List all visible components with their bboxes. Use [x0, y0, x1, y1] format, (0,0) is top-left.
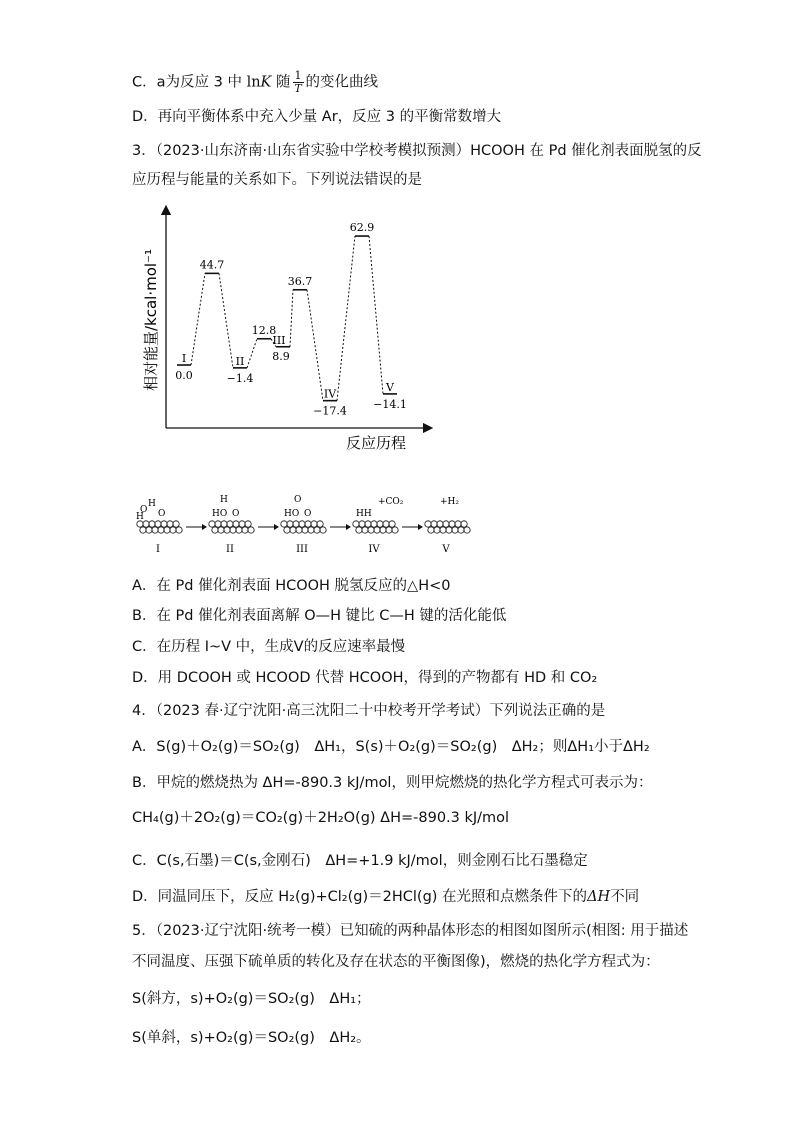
transition-path-4: [290, 290, 293, 347]
surface-atom: [242, 527, 248, 533]
surface-atom: [305, 521, 311, 527]
product-co2: +CO₂: [378, 497, 404, 507]
q3-option-c: C．在历程 I~V 中，生成Ⅴ的反应速率最慢: [132, 639, 406, 655]
state-label-I: I: [181, 352, 187, 365]
stage-label-III: III: [296, 544, 308, 555]
q2-option-c: C．a为反应 3 中 lnK 随 $\frac{1}{T}$ 的变化曲线: [132, 69, 378, 95]
surface-atom: [146, 527, 152, 533]
surface-atom: [287, 521, 293, 527]
q4-option-d: D．同温同压下，反应 H₂(g)+Cl₂(g)＝2HCl(g) 在光照和点燃条件下的ΔH不同: [132, 889, 640, 905]
surface-atom: [215, 521, 221, 527]
q5-stem-line1: 5．（2023·辽宁沈阳·统考一模）已知硫的两种晶体形态的相图如图所示(相图: 用于描述: [132, 923, 689, 939]
q3-option-a: A．在 Pd 催化剂表面 HCOOH 脱氢反应的△H<0: [132, 578, 451, 594]
surface-atom: [290, 527, 296, 533]
atom-o: O: [294, 495, 302, 505]
stage-arrow-head: [346, 524, 351, 530]
state-label-II: II: [235, 354, 245, 368]
atom-o: O: [232, 509, 240, 519]
energy-value-7: 62.9: [349, 221, 375, 235]
atom-h: H: [148, 499, 156, 509]
surface-atom: [170, 527, 176, 533]
surface-atom: [377, 521, 383, 527]
surface-atom: [233, 521, 239, 527]
surface-atom: [314, 527, 320, 533]
energy-value-8: −14.1: [373, 397, 407, 411]
q3-stem-line1-text: 3．（2023·山东济南·山东省实验中学校考模拟预测）HCOOH 在 Pd 催化剂表面脱氢的反: [132, 143, 702, 159]
energy-value-5: 36.7: [287, 274, 313, 288]
q2-option-d: D．再向平衡体系中充入少量 Ar，反应 3 的平衡常数增大: [132, 109, 502, 125]
energy-value-4: 8.9: [272, 349, 290, 363]
surface-atom: [386, 527, 392, 533]
state-label-IV: IV: [323, 387, 337, 401]
surface-atom: [209, 521, 215, 527]
atom-ho: HO: [212, 509, 228, 519]
surface-atom: [392, 527, 398, 533]
surface-atom: [212, 527, 218, 533]
surface-atom: [227, 521, 233, 527]
surface-atom: [299, 521, 305, 527]
mechanism-diagram: [128, 490, 478, 560]
surface-atom: [455, 521, 461, 527]
q4-stem: 4．（2023 春·辽宁沈阳·高三沈阳二十中校考开学考试）下列说法正确的是: [132, 703, 606, 719]
surface-atom: [167, 521, 173, 527]
transition-path-2: [247, 339, 257, 368]
transition-path-6: [337, 236, 355, 401]
q3-option-d: D．用 DCOOH 或 HCOOD 代替 HCOOH，得到的产物都有 HD 和 CO₂: [132, 670, 598, 686]
surface-atom: [359, 521, 365, 527]
surface-atom: [245, 521, 251, 527]
atom-o: O: [140, 505, 148, 515]
product-h2: +H₂: [440, 497, 459, 507]
state-label-V: V: [386, 380, 394, 394]
surface-atom: [164, 527, 170, 533]
stage-label-II: II: [226, 544, 234, 555]
surface-atom: [458, 527, 464, 533]
energy-value-2: −1.4: [226, 371, 254, 385]
atom-ho: HO: [284, 509, 300, 519]
energy-value-0: 0.0: [175, 369, 193, 382]
surface-atom: [293, 521, 299, 527]
surface-atom: [239, 521, 245, 527]
surface-atom: [176, 527, 182, 533]
surface-atom: [140, 527, 146, 533]
surface-atom: [248, 527, 254, 533]
atom-h: H: [220, 495, 228, 505]
surface-atom: [437, 521, 443, 527]
surface-atom: [218, 527, 224, 533]
surface-atom: [149, 521, 155, 527]
surface-atom: [311, 521, 317, 527]
surface-atom: [446, 527, 452, 533]
surface-atom: [152, 527, 158, 533]
energy-profile-chart: [140, 200, 440, 460]
stage-arrow-head: [418, 524, 423, 530]
transition-path-1: [219, 273, 233, 368]
surface-atom: [428, 527, 434, 533]
surface-atom: [383, 521, 389, 527]
surface-atom: [443, 521, 449, 527]
stage-arrow-head: [274, 524, 279, 530]
atom-o: O: [158, 509, 166, 519]
surface-atom: [431, 521, 437, 527]
surface-atom: [236, 527, 242, 533]
surface-atom: [362, 527, 368, 533]
q5-equation-1: S(斜方，s)+O₂(g)＝SO₂(g) ΔH₁；: [132, 991, 371, 1007]
surface-atom: [356, 527, 362, 533]
atom-o: O: [304, 509, 312, 519]
surface-atom: [308, 527, 314, 533]
energy-value-3: 12.8: [251, 323, 277, 337]
surface-atom: [317, 521, 323, 527]
q4-option-c: C．C(s,石墨)＝C(s,金刚石) ΔH=+1.9 kJ/mol，则金刚石比石墨稳定: [132, 853, 588, 869]
surface-atom: [461, 521, 467, 527]
surface-atom: [320, 527, 326, 533]
fraction-1-over-t: $\frac{1}{T}$: [294, 69, 302, 95]
stage-arrow-head: [202, 524, 207, 530]
surface-atom: [155, 521, 161, 527]
x-axis-label: 反应历程: [345, 434, 407, 452]
stage-label-V: V: [442, 544, 450, 555]
y-axis-label: 相对能量/kcal·mol⁻¹: [142, 248, 160, 392]
surface-atom: [302, 527, 308, 533]
surface-atom: [380, 527, 386, 533]
surface-atom: [296, 527, 302, 533]
q4-option-b-equation: CH₄(g)＋2O₂(g)＝CO₂(g)＋2H₂O(g) ΔH=-890.3 kJ/mol: [132, 810, 510, 826]
surface-atom: [281, 521, 287, 527]
surface-atom: [371, 521, 377, 527]
surface-atom: [425, 521, 431, 527]
transition-path-0: [191, 273, 205, 365]
surface-atom: [365, 521, 371, 527]
transition-path-5: [307, 290, 323, 401]
q3-stem-line2: 应历程与能量的关系如下。下列说法错误的是: [132, 172, 422, 188]
q5-stem-line2: 不同温度、压强下硫单质的转化及存在状态的平衡图像)，燃烧的热化学方程式为：: [132, 954, 660, 970]
surface-atom: [368, 527, 374, 533]
surface-atom: [161, 521, 167, 527]
surface-atom: [374, 527, 380, 533]
atom-h: H: [136, 512, 144, 522]
q3-option-b: B．在 Pd 催化剂表面离解 O—H 键比 C—H 键的活化能低: [132, 608, 507, 624]
atom-hh: HH: [356, 509, 372, 519]
surface-atom: [389, 521, 395, 527]
energy-value-6: −17.4: [313, 404, 347, 418]
state-label-III: III: [272, 333, 286, 347]
stage-label-I: I: [156, 544, 160, 555]
transition-path-7: [369, 236, 383, 394]
surface-atom: [434, 527, 440, 533]
stage-label-IV: IV: [368, 544, 380, 555]
q4-option-a: A．S(g)＋O₂(g)＝SO₂(g) ΔH₁，S(s)＋O₂(g)＝SO₂(g) ΔH₂；则ΔH₁小于ΔH₂: [132, 739, 650, 755]
surface-atom: [452, 527, 458, 533]
surface-atom: [449, 521, 455, 527]
surface-atom: [221, 521, 227, 527]
energy-value-1: 44.7: [199, 258, 225, 272]
q5-equation-2: S(单斜，s)+O₂(g)＝SO₂(g) ΔH₂。: [132, 1030, 371, 1046]
surface-atom: [464, 527, 470, 533]
surface-atom: [224, 527, 230, 533]
surface-atom: [440, 527, 446, 533]
surface-atom: [230, 527, 236, 533]
q4-option-b-line1: B．甲烷的燃烧热为 ΔH=-890.3 kJ/mol，则甲烷燃烧的热化学方程式可表示为：: [132, 775, 653, 791]
surface-atom: [158, 527, 164, 533]
surface-atom: [353, 521, 359, 527]
surface-atom: [284, 527, 290, 533]
surface-atom: [173, 521, 179, 527]
